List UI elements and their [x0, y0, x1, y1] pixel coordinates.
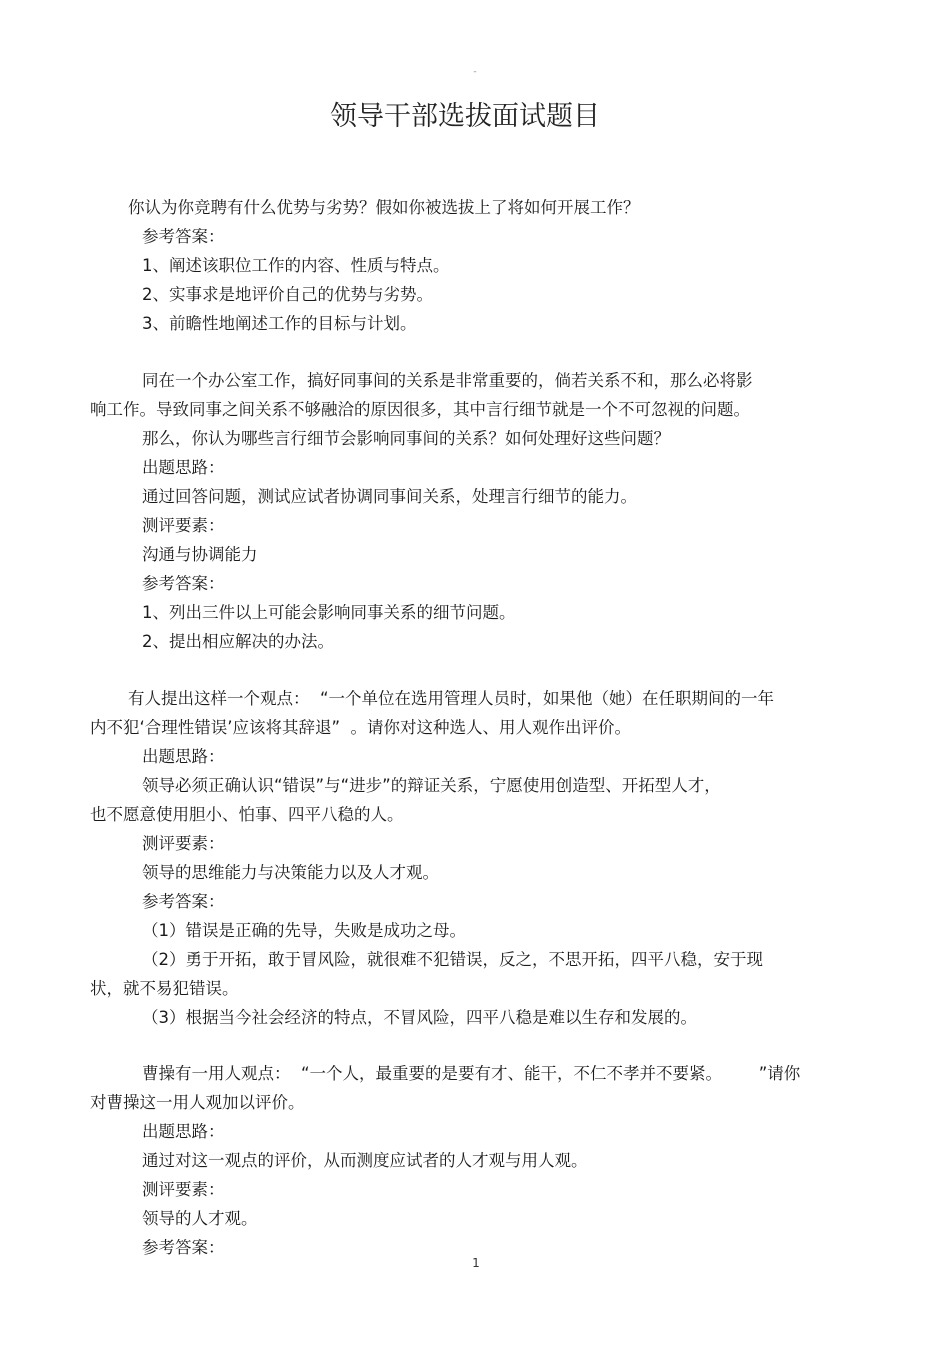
q1-answer-heading: 参考答案： [142, 227, 225, 246]
q4-factors-text: 领导的人才观。 [142, 1209, 258, 1228]
q1-answer-item-2: 2、实事求是地评价自己的优势与劣势。 [142, 285, 433, 304]
q3-answer-item-3: （3）根据当今社会经济的特点，不冒风险，四平八稳是难以生存和发展的。 [142, 1008, 697, 1027]
q2-question: 那么，你认为哪些言行细节会影响同事间的关系？如何处理好这些问题？ [142, 429, 670, 448]
q3-answer-item-2-line-1: （2）勇于开拓，敢于冒风险，就很难不犯错误，反之，不思开拓，四平八稳，安于现 [142, 950, 763, 969]
q3-answer-heading: 参考答案： [142, 892, 225, 911]
q2-idea-text: 通过回答问题，测试应试者协调同事间关系，处理言行细节的能力。 [142, 487, 637, 506]
q2-factors-heading: 测评要素： [142, 516, 225, 535]
q2-factors-text: 沟通与协调能力 [142, 545, 258, 564]
q3-idea-heading: 出题思路： [142, 747, 225, 766]
q2-intro-line-2: 响工作。导致同事之间关系不够融洽的原因很多，其中言行细节就是一个不可忽视的问题。 [90, 400, 750, 419]
q3-question-line-1: 有人提出这样一个观点： “一个单位在选用管理人员时，如果他（她）在任职期间的一年 [128, 689, 775, 708]
q2-intro-line-1: 同在一个办公室工作，搞好同事间的关系是非常重要的，倘若关系不和，那么必将影 [142, 371, 753, 390]
q3-factors-text: 领导的思维能力与决策能力以及人才观。 [142, 863, 439, 882]
q4-answer-heading: 参考答案： [142, 1238, 225, 1257]
page-number: 1 [472, 1256, 480, 1270]
q1-question: 你认为你竞聘有什么优势与劣势？假如你被选拔上了将如何开展工作？ [128, 198, 640, 217]
q2-answer-heading: 参考答案： [142, 574, 225, 593]
q4-question-line-1: 曹操有一用人观点： “一个人，最重要的是要有才、能干，不仁不孝并不要紧。 ”请你 [142, 1064, 801, 1083]
q3-idea-line-1: 领导必须正确认识“错误”与“进步”的辩证关系，宁愿使用创造型、开拓型人才， [142, 776, 721, 795]
q3-answer-item-1: （1）错误是正确的先导，失败是成功之母。 [142, 921, 466, 940]
q4-factors-heading: 测评要素： [142, 1180, 225, 1199]
q2-answer-item-2: 2、提出相应解决的办法。 [142, 632, 334, 651]
q4-idea-text: 通过对这一观点的评价，从而测度应试者的人才观与用人观。 [142, 1151, 588, 1170]
q1-answer-item-1: 1、阐述该职位工作的内容、性质与特点。 [142, 256, 450, 275]
document-title: 领导干部选拔面试题目 [330, 101, 600, 132]
top-mark: - [473, 67, 477, 77]
q3-idea-line-2: 也不愿意使用胆小、怕事、四平八稳的人。 [90, 805, 404, 824]
q4-question-line-2: 对曹操这一用人观加以评价。 [90, 1093, 305, 1112]
q2-answer-item-1: 1、列出三件以上可能会影响同事关系的细节问题。 [142, 603, 516, 622]
q3-question-line-2: 内不犯‘合理性错误’应该将其辞退” 。请你对这种选人、用人观作出评价。 [90, 718, 632, 737]
q4-idea-heading: 出题思路： [142, 1122, 225, 1141]
q1-answer-item-3: 3、前瞻性地阐述工作的目标与计划。 [142, 314, 417, 333]
q2-idea-heading: 出题思路： [142, 458, 225, 477]
q3-factors-heading: 测评要素： [142, 834, 225, 853]
q3-answer-item-2-line-2: 状，就不易犯错误。 [90, 979, 239, 998]
